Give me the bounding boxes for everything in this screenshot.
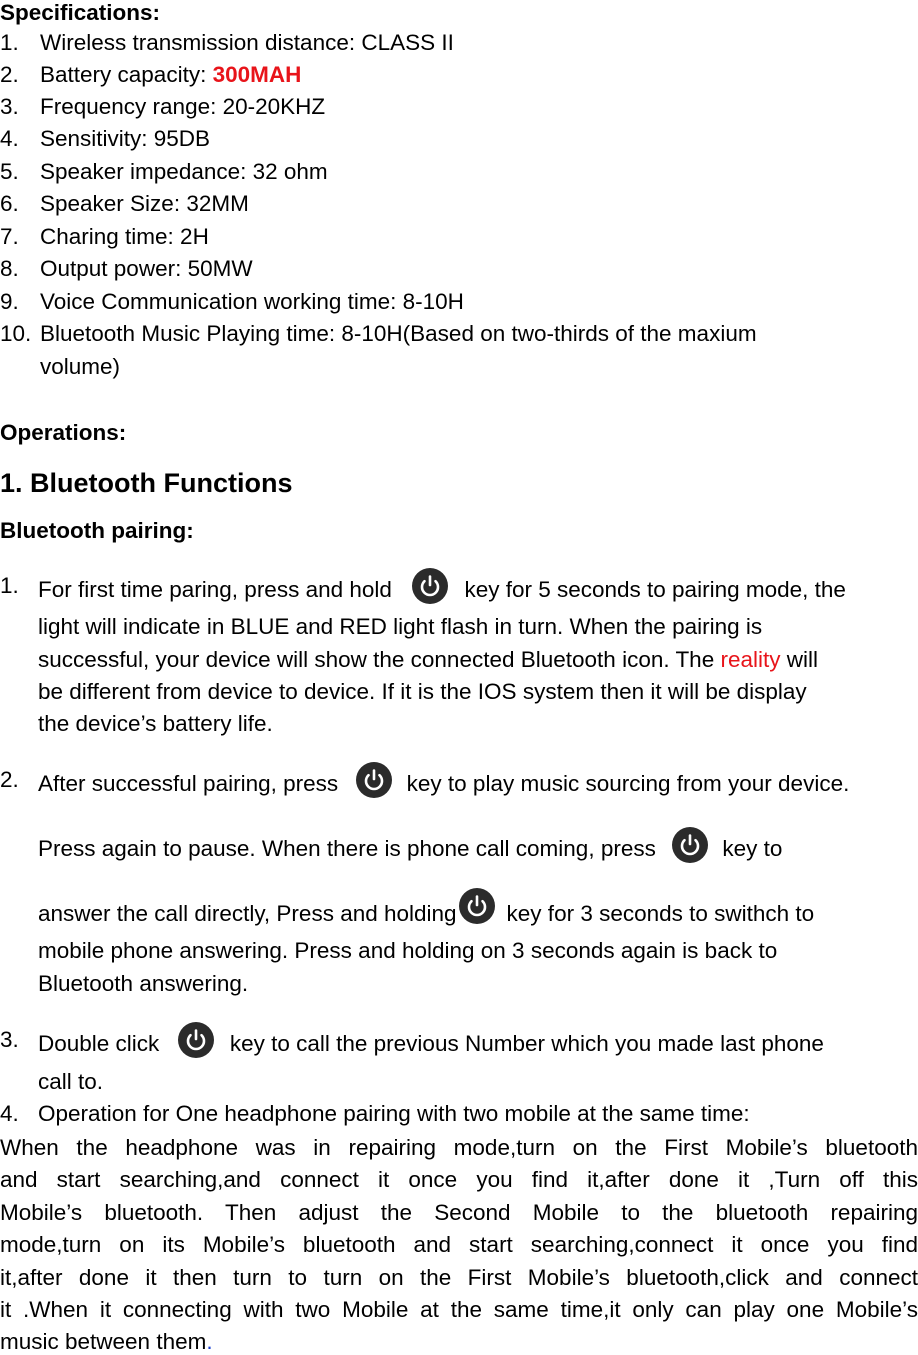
- specifications-heading: Specifications:: [0, 0, 161, 25]
- paragraph-line: mode,turn on its Mobile’s bluetooth and start searching,connect it once you find: [0, 1232, 918, 1257]
- power-icon: [356, 762, 392, 798]
- paragraph-line: it .When it connecting with two Mobile at the same time,it only can play one Mobile’s: [0, 1297, 918, 1322]
- paragraph-line: and start searching,and connect it once you find it,after done it ,Turn off this: [0, 1167, 918, 1192]
- power-icon: [672, 827, 708, 863]
- power-icon: [412, 568, 448, 604]
- battery-capacity-value: 300MAH: [212, 62, 302, 87]
- section-title: 1. Bluetooth Functions: [0, 468, 293, 498]
- paragraph-line: When the headphone was in repairing mode,turn on the First Mobile’s bluetooth: [0, 1135, 918, 1160]
- paragraph-line: it,after done it then turn to turn on the First Mobile’s bluetooth,click and connect: [0, 1265, 918, 1290]
- power-icon: [178, 1022, 214, 1058]
- power-icon: [459, 888, 495, 924]
- sub-heading: Bluetooth pairing:: [0, 518, 194, 543]
- paragraph-line: Mobile’s bluetooth. Then adjust the Second Mobile to the bluetooth repairing: [0, 1200, 918, 1225]
- paragraph-last-line: music between them.: [0, 1329, 213, 1354]
- operations-heading: Operations:: [0, 420, 127, 445]
